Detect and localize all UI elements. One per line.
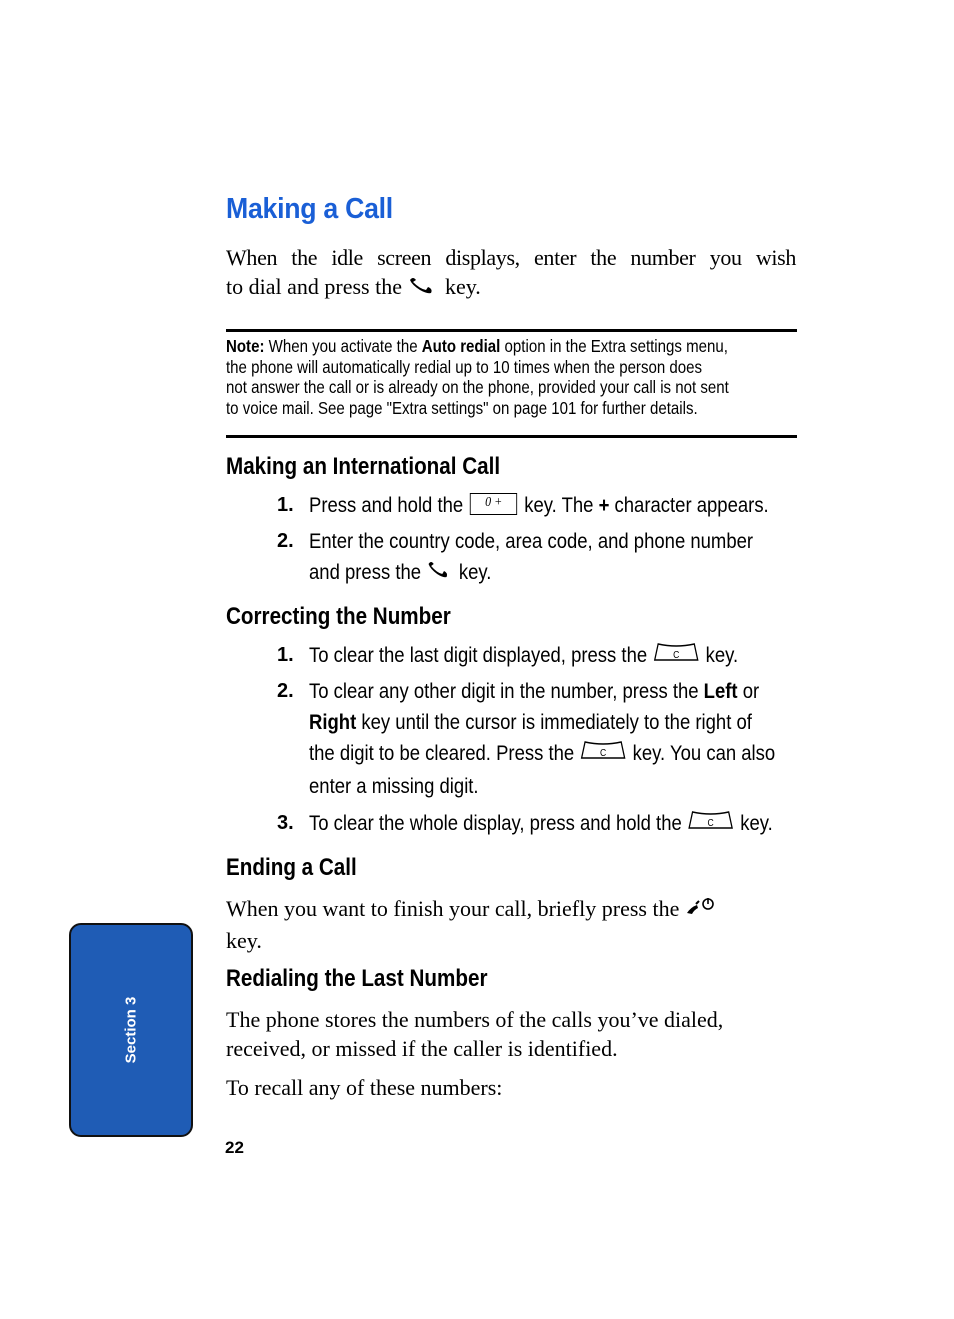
note-top-rule	[226, 329, 797, 332]
note-line-3: not answer the call or is already on the phone, provided your call is not sent	[226, 377, 729, 397]
svg-text:C: C	[673, 649, 680, 661]
step-number: 3.	[277, 812, 294, 834]
correcting-step-3: To clear the whole display, press and hold the C key.	[309, 808, 773, 841]
note-block	[226, 336, 797, 418]
heading-ending-call: Ending a Call	[226, 854, 357, 881]
note-line-1: Note: When you activate the Auto redial option in the Extra settings menu,	[226, 336, 728, 356]
intro-line-1: When the idle screen displays, enter the number you wish	[226, 245, 796, 270]
intro-line-2: to dial and press the key.	[226, 272, 796, 303]
page-number: 22	[225, 1138, 244, 1157]
heading-correcting-number: Correcting the Number	[226, 603, 451, 630]
clear-key-icon	[579, 738, 627, 771]
zero-plus-key-icon: 0 +	[470, 493, 517, 515]
svg-text:C: C	[707, 817, 715, 829]
clear-key-icon	[687, 808, 735, 841]
correcting-step-2: To clear any other digit in the number, press the Left or Right key until the cursor is immediately to the right of the digit to be cleared. Press the C key. You can also enter a missing digit.	[309, 679, 776, 798]
send-key-icon	[407, 274, 439, 303]
ending-paragraph: When you want to finish your call, briefly press the key.	[226, 894, 717, 955]
step-number: 1.	[277, 644, 294, 666]
step-number: 2.	[277, 680, 294, 702]
heading-international-call: Making an International Call	[226, 453, 501, 480]
step-number: 2.	[277, 530, 294, 552]
heading-redialing: Redialing the Last Number	[226, 965, 488, 992]
international-step-2: Enter the country code, area code, and phone number and press the key.	[309, 526, 753, 589]
send-key-icon	[426, 558, 454, 589]
redialing-paragraph: The phone stores the numbers of the calls you’ve dialed, received, or missed if the caller is identified. To recall any of these numbers:	[226, 1007, 724, 1100]
clear-key-icon	[652, 640, 700, 673]
page-title: Making a Call	[226, 193, 393, 225]
correcting-step-1: To clear the last digit displayed, press the C key.	[309, 640, 738, 673]
section-tab-label: Section 3	[122, 996, 140, 1064]
international-step-1: Press and hold the 0 + key. The + character appears.	[309, 493, 769, 517]
note-line-2: the phone will automatically redial up to 10 times when the person does	[226, 356, 703, 377]
note-line-4: to voice mail. See page "Extra settings" on page 101 for further details.	[226, 397, 698, 418]
svg-text:C: C	[600, 747, 607, 759]
note-bottom-rule	[226, 435, 797, 438]
intro-paragraph	[226, 243, 796, 303]
end-power-key-icon	[685, 895, 717, 926]
step-number: 1.	[277, 494, 294, 516]
